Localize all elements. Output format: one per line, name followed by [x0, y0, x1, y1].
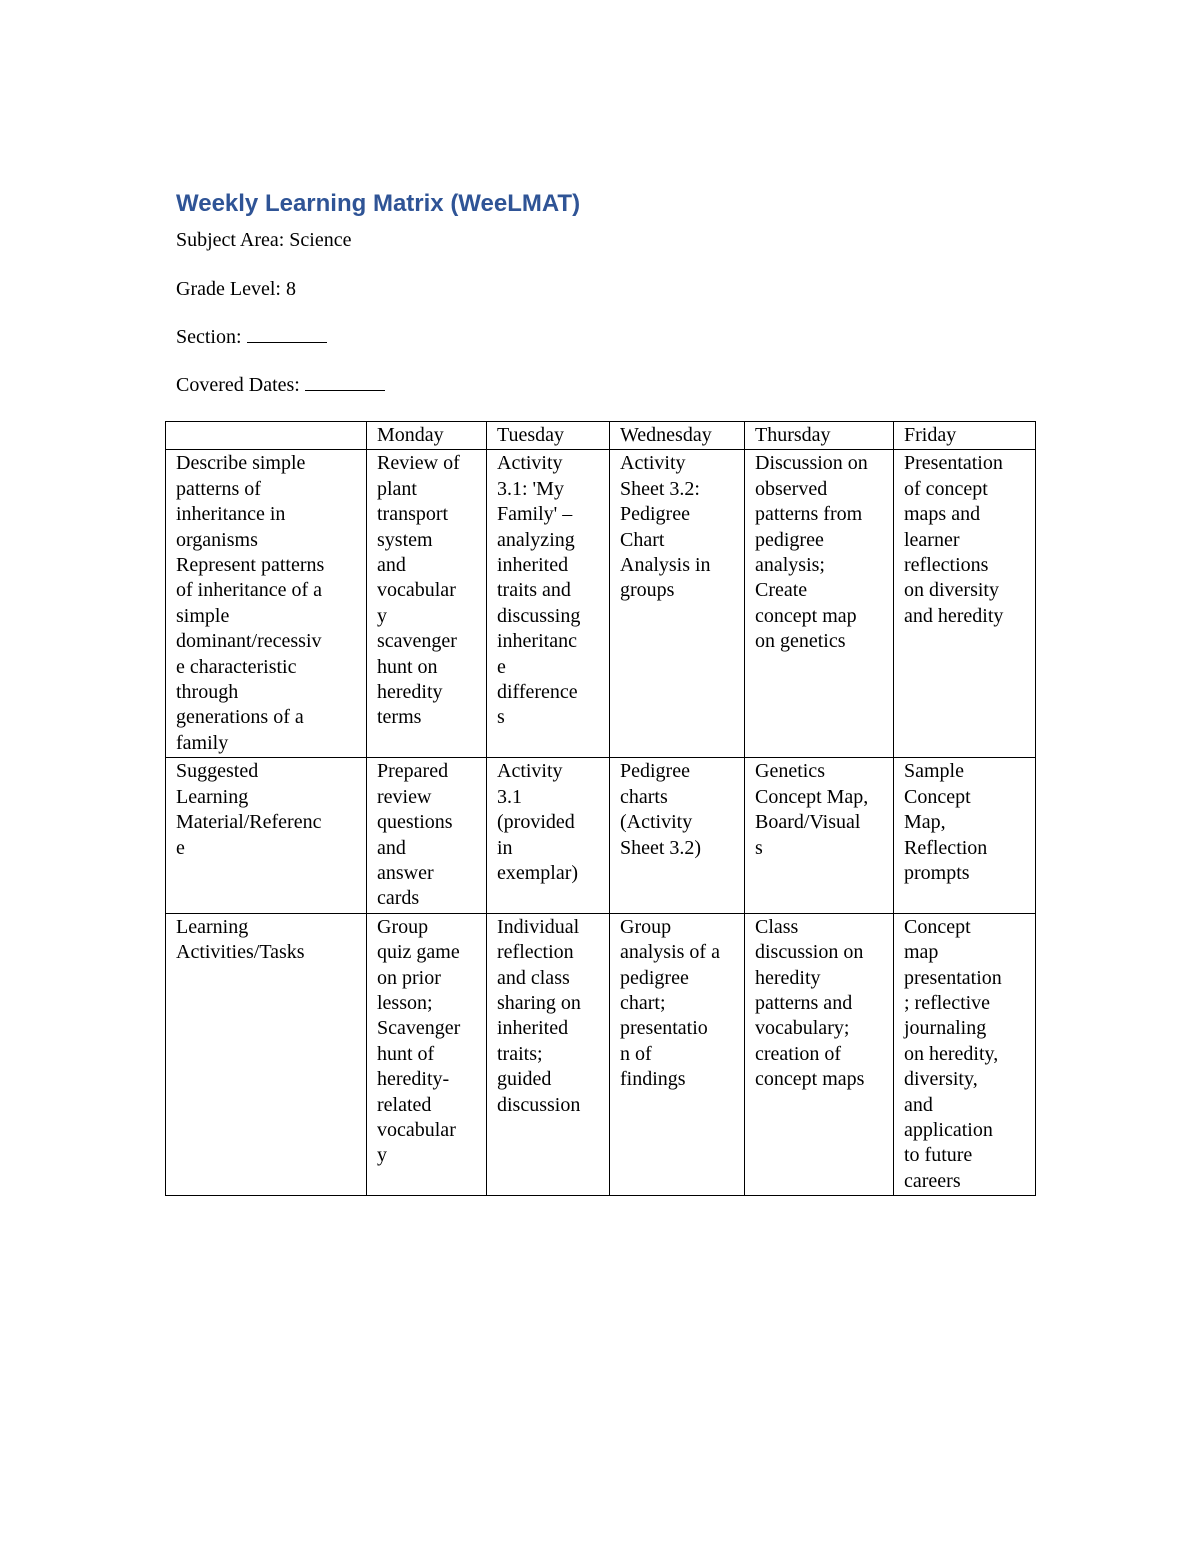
tuesday-cell: Individual reflection and class sharing on inherited traits; guided discussion: [487, 913, 610, 1195]
covered-dates-label: Covered Dates:: [176, 374, 300, 396]
monday-cell: Prepared review questions and answer cards: [367, 758, 487, 913]
header-cell-tuesday: Tuesday: [487, 422, 610, 450]
section-label: Section:: [176, 326, 242, 348]
tuesday-cell: Activity 3.1: 'My Family' – analyzing inherited traits and discussing inheritanc e difference s: [487, 450, 610, 758]
section-blank: [247, 326, 327, 343]
table-row: [166, 450, 1036, 758]
weekly-learning-matrix-table: [165, 421, 1036, 1196]
wednesday-cell: Activity Sheet 3.2: Pedigree Chart Analysis in groups: [610, 450, 745, 758]
header-cell-thursday: Thursday: [745, 422, 894, 450]
grade-level: Grade Level: 8: [176, 278, 296, 300]
header-cell-wednesday: Wednesday: [610, 422, 745, 450]
thursday-cell: Discussion on observed patterns from pedigree analysis; Create concept map on genetics: [745, 450, 894, 758]
row-label-cell: Describe simple patterns of inheritance in organisms Represent patterns of inheritance of a simple dominant/recessiv e characteristic through generations of a family: [166, 450, 367, 758]
header-cell-monday: Monday: [367, 422, 487, 450]
subject-area: Subject Area: Science: [176, 229, 352, 251]
header-cell-blank: [166, 422, 367, 450]
friday-cell: Concept map presentation ; reflective journaling on heredity, diversity, and application to future careers: [894, 913, 1036, 1195]
covered-dates-line: [176, 374, 385, 397]
covered-dates-blank: [305, 374, 385, 391]
table-row: [166, 913, 1036, 1195]
wednesday-cell: Pedigree charts (Activity Sheet 3.2): [610, 758, 745, 913]
header-cell-friday: Friday: [894, 422, 1036, 450]
row-label-cell: Suggested Learning Material/Referenc e: [166, 758, 367, 913]
monday-cell: Group quiz game on prior lesson; Scavenger hunt of heredity- related vocabular y: [367, 913, 487, 1195]
table-header-row: [166, 422, 1036, 450]
friday-cell: Presentation of concept maps and learner reflections on diversity and heredity: [894, 450, 1036, 758]
section-line: [176, 326, 327, 349]
friday-cell: Sample Concept Map, Reflection prompts: [894, 758, 1036, 913]
document-title: Weekly Learning Matrix (WeeLMAT): [176, 190, 581, 217]
tuesday-cell: Activity 3.1 (provided in exemplar): [487, 758, 610, 913]
table-row: [166, 758, 1036, 913]
thursday-cell: Genetics Concept Map, Board/Visual s: [745, 758, 894, 913]
row-label-cell: Learning Activities/Tasks: [166, 913, 367, 1195]
wednesday-cell: Group analysis of a pedigree chart; presentatio n of findings: [610, 913, 745, 1195]
monday-cell: Review of plant transport system and vocabular y scavenger hunt on heredity terms: [367, 450, 487, 758]
thursday-cell: Class discussion on heredity patterns and vocabulary; creation of concept maps: [745, 913, 894, 1195]
